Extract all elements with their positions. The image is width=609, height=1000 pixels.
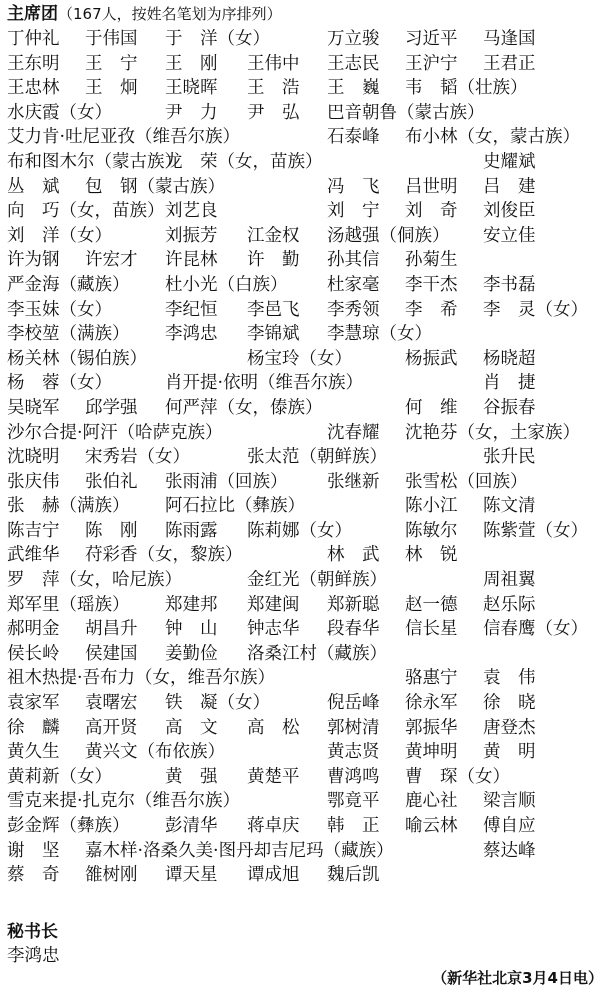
member-name: 郭树清 — [327, 717, 380, 738]
name-row — [7, 617, 609, 642]
member-name: 袁曙宏 — [85, 693, 138, 714]
member-name: 刘俊臣 — [483, 201, 536, 222]
member-name: 安立佳 — [483, 225, 536, 246]
name-row — [7, 76, 609, 101]
presidium-heading — [7, 2, 607, 26]
member-name: 李干杰 — [405, 274, 458, 295]
member-name: 姜勤俭 — [165, 643, 218, 664]
member-name: 王 刚 — [165, 53, 218, 74]
member-name: 黄楚平 — [247, 766, 300, 787]
member-name: 刘 洋（女） — [7, 225, 112, 246]
member-name: 袁家军 — [7, 693, 60, 714]
member-name: 鹿心社 — [405, 791, 458, 812]
name-row — [7, 396, 609, 421]
name-row — [7, 27, 609, 52]
member-name: 杨关林（锡伯族） — [7, 348, 147, 369]
member-name: 石泰峰 — [327, 127, 380, 148]
member-name: 雪克来提·扎克尔（维吾尔族） — [7, 791, 241, 812]
name-row — [7, 593, 609, 618]
member-name: 陈 刚 — [85, 520, 138, 541]
member-name: 李校堃（满族） — [7, 324, 130, 345]
member-name: 陈紫萱（女） — [483, 520, 588, 541]
member-name: 彭清华 — [165, 816, 218, 836]
member-name: 李纪恒 — [165, 299, 218, 320]
name-row — [7, 445, 609, 470]
name-row — [7, 765, 609, 790]
member-name: 孙菊生 — [405, 250, 458, 271]
member-name: 陈吉宁 — [7, 520, 60, 541]
name-row — [7, 863, 609, 888]
member-name: 张继新 — [327, 471, 380, 492]
member-name: 郑军里（瑶族） — [7, 594, 130, 615]
member-name: 龙 荣（女，苗族） — [165, 151, 323, 172]
member-name: 倪岳峰 — [327, 693, 380, 714]
name-list — [7, 27, 609, 888]
member-name: 李慧琼（女） — [327, 324, 432, 345]
member-name: 赵一德 — [405, 594, 458, 615]
member-name: 魏后凯 — [327, 865, 380, 886]
member-name: 钟志华 — [247, 619, 300, 640]
member-name: 尹 力 — [165, 102, 218, 123]
member-name: 张升民 — [483, 447, 536, 468]
member-name: 沈艳芬（女，土家族） — [405, 422, 580, 443]
member-name: 马逢国 — [483, 29, 536, 49]
name-row — [7, 691, 609, 716]
member-name: 祖木热提·吾布力（女，维吾尔族） — [7, 668, 276, 689]
member-name: 金红光（朝鲜族） — [247, 570, 387, 591]
member-name: 杨宝玲（女） — [247, 348, 352, 369]
member-name: 万立骏 — [327, 29, 380, 49]
member-name: 张伯礼 — [85, 471, 138, 492]
name-row — [7, 224, 609, 249]
member-name: 喻云林 — [405, 816, 458, 836]
member-name: 段春华 — [327, 619, 380, 640]
member-name: 陈小江 — [405, 496, 458, 517]
member-name: 鄂竟平 — [327, 791, 380, 812]
name-row — [7, 666, 609, 691]
member-name: 林 武 — [327, 545, 380, 566]
member-name: 刘艺良 — [165, 201, 218, 222]
member-name: 陈雨露 — [165, 520, 218, 541]
member-name: 王晓晖 — [165, 78, 218, 99]
member-name: 李锦斌 — [247, 324, 300, 345]
member-name: 黄莉新（女） — [7, 766, 112, 787]
member-name: 沙尔合提·阿汗（哈萨克族） — [7, 422, 223, 443]
member-name: 张 赫（满族） — [7, 496, 130, 517]
member-name: 谭天星 — [165, 865, 218, 886]
name-row — [7, 347, 609, 372]
member-name: 于伟国 — [85, 29, 138, 49]
member-name: 杜小光（白族） — [165, 274, 288, 295]
member-name: 铁 凝（女） — [165, 693, 270, 714]
name-row — [7, 322, 609, 347]
name-row — [7, 568, 609, 593]
member-name: 王 浩 — [247, 78, 300, 99]
member-name: 刘 宁 — [327, 201, 380, 222]
member-name: 王沪宁 — [405, 53, 458, 74]
member-name: 冯 飞 — [327, 176, 380, 197]
name-row — [7, 642, 609, 667]
member-name: 艾力肯·吐尼亚孜（维吾尔族） — [7, 127, 241, 148]
member-name: 韩 正 — [327, 816, 380, 836]
member-name: 王君正 — [483, 53, 536, 74]
member-name: 李邑飞 — [247, 299, 300, 320]
name-row — [7, 150, 609, 175]
name-row — [7, 52, 609, 77]
member-name: 何 维 — [405, 397, 458, 418]
member-name: 骆惠宁 — [405, 668, 458, 689]
member-name: 杜家毫 — [327, 274, 380, 295]
member-name: 李秀领 — [327, 299, 380, 320]
member-name: 谭成旭 — [247, 865, 300, 886]
name-row — [7, 273, 609, 298]
member-name: 信春鹰（女） — [483, 619, 588, 640]
name-row — [7, 470, 609, 495]
member-name: 郑建闽 — [247, 594, 300, 615]
name-row — [7, 839, 609, 864]
member-name: 江金权 — [247, 225, 300, 246]
member-name: 傅自应 — [483, 816, 536, 836]
member-name: 蔡 奇 — [7, 865, 60, 886]
member-name: 黄坤明 — [405, 742, 458, 763]
member-name: 王忠林 — [7, 78, 60, 99]
member-name: 陈文清 — [483, 496, 536, 517]
member-name: 包 钢（蒙古族） — [85, 176, 225, 197]
member-name: 许为钢 — [7, 250, 60, 271]
name-row — [7, 101, 609, 126]
name-row — [7, 371, 609, 396]
member-name: 杨 蓉（女） — [7, 373, 112, 394]
member-name: 水庆霞（女） — [7, 102, 112, 123]
member-name: 蔡达峰 — [483, 840, 536, 861]
member-name: 肖开提·依明（维吾尔族） — [165, 373, 364, 394]
member-name: 孙其信 — [327, 250, 380, 271]
member-name: 侯建国 — [85, 643, 138, 664]
secretary-general-title: 秘书长 — [7, 922, 58, 942]
name-row — [7, 125, 609, 150]
member-name: 张庆伟 — [7, 471, 60, 492]
member-name: 黄兴文（布依族） — [85, 742, 225, 763]
member-name: 肖 捷 — [483, 373, 536, 394]
member-name: 刘 奇 — [405, 201, 458, 222]
member-name: 史耀斌 — [483, 151, 536, 172]
member-name: 杨晓超 — [483, 348, 536, 369]
member-name: 宋秀岩（女） — [85, 447, 190, 468]
news-source: （新华社北京3月4日电） — [432, 969, 603, 987]
secretary-general-name: 李鸿忠 — [7, 946, 60, 966]
member-name: 于 洋（女） — [165, 29, 270, 49]
member-name: 张太范（朝鲜族） — [247, 447, 387, 468]
member-name: 王东明 — [7, 53, 60, 74]
member-name: 高 松 — [247, 717, 300, 738]
member-name: 许宏才 — [85, 250, 138, 271]
member-name: 吕世明 — [405, 176, 458, 197]
member-name: 郑新聪 — [327, 594, 380, 615]
member-name: 李书磊 — [483, 274, 536, 295]
member-name: 曹鸿鸣 — [327, 766, 380, 787]
member-name: 高 文 — [165, 717, 218, 738]
name-row — [7, 543, 609, 568]
member-name: 向 巧（女，苗族） — [7, 201, 165, 222]
name-row — [7, 199, 609, 224]
member-name: 陈莉娜（女） — [247, 520, 352, 541]
member-name: 谷振春 — [483, 397, 536, 418]
member-name: 周祖翼 — [483, 570, 536, 591]
member-name: 嘉木样·洛桑久美·图丹却吉尼玛（藏族） — [85, 840, 394, 861]
name-row — [7, 298, 609, 323]
member-name: 梁言顺 — [483, 791, 536, 812]
member-name: 侯长岭 — [7, 643, 60, 664]
member-name: 蒋卓庆 — [247, 816, 300, 836]
name-row — [7, 740, 609, 765]
member-name: 黄 强 — [165, 766, 218, 787]
member-name: 王 巍 — [327, 78, 380, 99]
member-name: 袁 伟 — [483, 668, 536, 689]
name-row — [7, 716, 609, 741]
member-name: 林 锐 — [405, 545, 458, 566]
member-name: 黄 明 — [483, 742, 536, 763]
member-name: 郑建邦 — [165, 594, 218, 615]
name-row — [7, 175, 609, 200]
member-name: 钟 山 — [165, 619, 218, 640]
member-name: 李鸿忠 — [165, 324, 218, 345]
member-name: 洛桑江村（藏族） — [247, 643, 387, 664]
member-name: 阿石拉比（彝族） — [165, 496, 305, 517]
member-name: 胡昌升 — [85, 619, 138, 640]
member-name: 许 勤 — [247, 250, 300, 271]
name-row — [7, 814, 609, 839]
name-row — [7, 421, 609, 446]
member-name: 彭金辉（彝族） — [7, 816, 130, 836]
member-name: 谢 坚 — [7, 840, 60, 861]
member-name: 李 灵（女） — [483, 299, 588, 320]
member-name: 王 炯 — [85, 78, 138, 99]
member-name: 张雪松（回族） — [405, 471, 528, 492]
member-name: 王伟中 — [247, 53, 300, 74]
member-name: 丁仲礼 — [7, 29, 60, 49]
member-name: 高开贤 — [85, 717, 138, 738]
member-name: 雒树刚 — [85, 865, 138, 886]
name-row — [7, 789, 609, 814]
member-name: 尹 弘 — [247, 102, 300, 123]
member-name: 赵乐际 — [483, 594, 536, 615]
member-name: 巴音朝鲁（蒙古族） — [327, 102, 485, 123]
member-name: 邱学强 — [85, 397, 138, 418]
member-name: 何严萍（女，傣族） — [165, 397, 323, 418]
section-note: （167人，按姓名笔划为序排列） — [58, 5, 282, 23]
member-name: 韦 韬（壮族） — [405, 78, 528, 99]
member-name: 徐永军 — [405, 693, 458, 714]
member-name: 徐 麟 — [7, 717, 60, 738]
member-name: 黄志贤 — [327, 742, 380, 763]
member-name: 唐登杰 — [483, 717, 536, 738]
member-name: 郭振华 — [405, 717, 458, 738]
member-name: 布小林（女，蒙古族） — [405, 127, 580, 148]
member-name: 李玉妹（女） — [7, 299, 112, 320]
name-row — [7, 519, 609, 544]
member-name: 吴晓军 — [7, 397, 60, 418]
member-name: 王志民 — [327, 53, 380, 74]
member-name: 李 希 — [405, 299, 458, 320]
member-name: 杨振武 — [405, 348, 458, 369]
member-name: 苻彩香（女，黎族） — [85, 545, 243, 566]
member-name: 武维华 — [7, 545, 60, 566]
member-name: 沈春耀 — [327, 422, 380, 443]
member-name: 布和图木尔（蒙古族） — [7, 151, 182, 172]
member-name: 信长星 — [405, 619, 458, 640]
member-name: 刘振芳 — [165, 225, 218, 246]
name-row — [7, 248, 609, 273]
member-name: 汤越强（侗族） — [327, 225, 450, 246]
member-name: 丛 斌 — [7, 176, 60, 197]
member-name: 曹 琛（女） — [405, 766, 510, 787]
name-row — [7, 494, 609, 519]
member-name: 郝明金 — [7, 619, 60, 640]
member-name: 徐 晓 — [483, 693, 536, 714]
member-name: 许昆林 — [165, 250, 218, 271]
section-title: 主席团 — [7, 4, 58, 24]
member-name: 黄久生 — [7, 742, 60, 763]
member-name: 习近平 — [405, 29, 458, 49]
member-name: 王 宁 — [85, 53, 138, 74]
member-name: 罗 萍（女，哈尼族） — [7, 570, 182, 591]
member-name: 吕 建 — [483, 176, 536, 197]
member-name: 严金海（藏族） — [7, 274, 130, 295]
member-name: 陈敏尔 — [405, 520, 458, 541]
member-name: 张雨浦（回族） — [165, 471, 288, 492]
member-name: 沈晓明 — [7, 447, 60, 468]
